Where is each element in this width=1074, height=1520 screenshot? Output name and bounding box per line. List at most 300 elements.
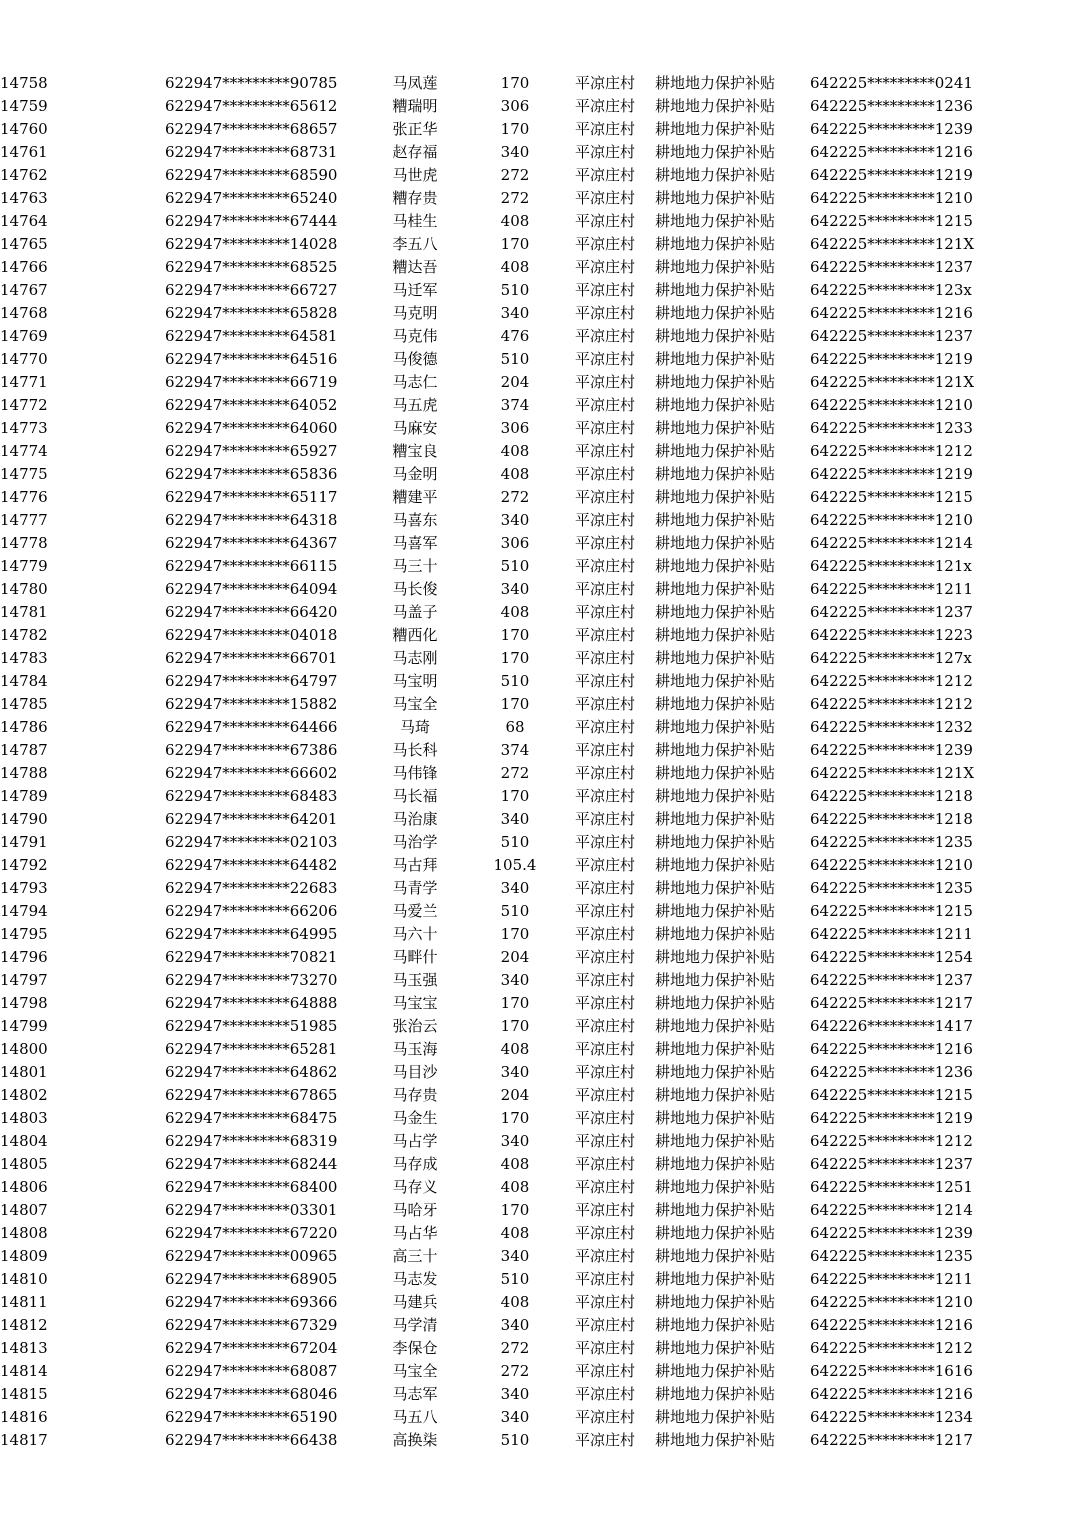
table-row <box>0 1314 990 1337</box>
subsidy-type: 耕地地力保护补贴 <box>655 120 776 138</box>
card-number: 622947*********68244 <box>165 1155 338 1173</box>
card-number: 622947*********73270 <box>165 971 338 989</box>
subsidy-type: 耕地地力保护补贴 <box>655 1247 776 1265</box>
person-name: 马志刚 <box>392 649 438 667</box>
village-name: 平凉庄村 <box>575 327 636 345</box>
subsidy-amount: 408 <box>500 442 530 460</box>
card-number: 622947*********66206 <box>165 902 338 920</box>
card-number: 622947*********66701 <box>165 649 338 667</box>
row-number: 14790 <box>0 810 48 828</box>
person-name: 马宝明 <box>392 672 438 690</box>
table-row <box>0 1268 990 1291</box>
subsidy-amount: 510 <box>500 350 530 368</box>
village-name: 平凉庄村 <box>575 971 636 989</box>
table-row <box>0 900 990 923</box>
subsidy-type: 耕地地力保护补贴 <box>655 1201 776 1219</box>
card-number: 622947*********68087 <box>165 1362 338 1380</box>
person-name: 马存义 <box>392 1178 438 1196</box>
person-name: 马占华 <box>392 1224 438 1242</box>
person-name: 高三十 <box>392 1247 438 1265</box>
card-number: 622947*********68319 <box>165 1132 338 1150</box>
card-number: 622947*********22683 <box>165 879 338 897</box>
row-number: 14761 <box>0 143 48 161</box>
table-row <box>0 808 990 831</box>
card-number: 622947*********65281 <box>165 1040 338 1058</box>
id-number: 642225*********1237 <box>810 603 973 621</box>
id-number: 642225*********1219 <box>810 465 973 483</box>
subsidy-amount: 340 <box>500 511 530 529</box>
village-name: 平凉庄村 <box>575 166 636 184</box>
table-row <box>0 233 990 256</box>
card-number: 622947*********68525 <box>165 258 338 276</box>
subsidy-type: 耕地地力保护补贴 <box>655 465 776 483</box>
card-number: 622947*********64367 <box>165 534 338 552</box>
row-number: 14803 <box>0 1109 48 1127</box>
person-name: 马金明 <box>392 465 438 483</box>
row-number: 14768 <box>0 304 48 322</box>
table-row <box>0 164 990 187</box>
subsidy-type: 耕地地力保护补贴 <box>655 672 776 690</box>
subsidy-amount: 510 <box>500 833 530 851</box>
row-number: 14810 <box>0 1270 48 1288</box>
table-row <box>0 854 990 877</box>
subsidy-amount: 170 <box>500 120 530 138</box>
id-number: 642225*********1239 <box>810 741 973 759</box>
village-name: 平凉庄村 <box>575 1178 636 1196</box>
person-name: 马学清 <box>392 1316 438 1334</box>
table-row <box>0 348 990 371</box>
subsidy-amount: 170 <box>500 695 530 713</box>
id-number: 642225*********1216 <box>810 304 973 322</box>
person-name: 李五八 <box>392 235 438 253</box>
card-number: 622947*********03301 <box>165 1201 338 1219</box>
subsidy-amount: 408 <box>500 465 530 483</box>
table-row <box>0 1222 990 1245</box>
row-number: 14776 <box>0 488 48 506</box>
subsidy-type: 耕地地力保护补贴 <box>655 787 776 805</box>
table-row <box>0 210 990 233</box>
id-number: 642225*********1216 <box>810 1040 973 1058</box>
village-name: 平凉庄村 <box>575 1017 636 1035</box>
subsidy-amount: 272 <box>500 1362 530 1380</box>
subsidy-type: 耕地地力保护补贴 <box>655 1224 776 1242</box>
row-number: 14809 <box>0 1247 48 1265</box>
village-name: 平凉庄村 <box>575 856 636 874</box>
row-number: 14771 <box>0 373 48 391</box>
village-name: 平凉庄村 <box>575 580 636 598</box>
id-number: 642225*********1216 <box>810 1385 973 1403</box>
village-name: 平凉庄村 <box>575 1063 636 1081</box>
id-number: 642225*********1210 <box>810 511 973 529</box>
subsidy-amount: 170 <box>500 74 530 92</box>
card-number: 622947*********67444 <box>165 212 338 230</box>
id-number: 642225*********0241 <box>810 74 973 92</box>
person-name: 马长科 <box>392 741 438 759</box>
id-number: 642225*********1214 <box>810 1201 973 1219</box>
id-number: 642225*********1616 <box>810 1362 973 1380</box>
village-name: 平凉庄村 <box>575 1408 636 1426</box>
person-name: 马治学 <box>392 833 438 851</box>
table-row <box>0 1199 990 1222</box>
table-row <box>0 992 990 1015</box>
village-name: 平凉庄村 <box>575 833 636 851</box>
row-number: 14792 <box>0 856 48 874</box>
subsidy-amount: 476 <box>500 327 530 345</box>
person-name: 马畔什 <box>392 948 438 966</box>
subsidy-amount: 408 <box>500 1155 530 1173</box>
subsidy-type: 耕地地力保护补贴 <box>655 649 776 667</box>
subsidy-type: 耕地地力保护补贴 <box>655 534 776 552</box>
village-name: 平凉庄村 <box>575 350 636 368</box>
subsidy-amount: 272 <box>500 189 530 207</box>
id-number: 642225*********1212 <box>810 1132 973 1150</box>
id-number: 642225*********1219 <box>810 166 973 184</box>
village-name: 平凉庄村 <box>575 1040 636 1058</box>
card-number: 622947*********66719 <box>165 373 338 391</box>
subsidy-type: 耕地地力保护补贴 <box>655 856 776 874</box>
table-row <box>0 877 990 900</box>
village-name: 平凉庄村 <box>575 1109 636 1127</box>
village-name: 平凉庄村 <box>575 120 636 138</box>
card-number: 622947*********02103 <box>165 833 338 851</box>
id-number: 642225*********121X <box>810 235 975 253</box>
id-number: 642225*********121X <box>810 764 975 782</box>
id-number: 642225*********1237 <box>810 1155 973 1173</box>
subsidy-type: 耕地地力保护补贴 <box>655 1063 776 1081</box>
table-row <box>0 72 990 95</box>
person-name: 马麻安 <box>392 419 438 437</box>
subsidy-type: 耕地地力保护补贴 <box>655 97 776 115</box>
village-name: 平凉庄村 <box>575 764 636 782</box>
subsidy-amount: 408 <box>500 1293 530 1311</box>
village-name: 平凉庄村 <box>575 557 636 575</box>
card-number: 622947*********67220 <box>165 1224 338 1242</box>
person-name: 马六十 <box>392 925 438 943</box>
subsidy-type: 耕地地力保护补贴 <box>655 327 776 345</box>
person-name: 马长福 <box>392 787 438 805</box>
card-number: 622947*********64482 <box>165 856 338 874</box>
table-row <box>0 555 990 578</box>
person-name: 马长俊 <box>392 580 438 598</box>
person-name: 马三十 <box>392 557 438 575</box>
card-number: 622947*********65117 <box>165 488 338 506</box>
table-row <box>0 785 990 808</box>
card-number: 622947*********65927 <box>165 442 338 460</box>
card-number: 622947*********66420 <box>165 603 338 621</box>
subsidy-amount: 374 <box>500 741 530 759</box>
card-number: 622947*********64862 <box>165 1063 338 1081</box>
village-name: 平凉庄村 <box>575 465 636 483</box>
table-row <box>0 1360 990 1383</box>
row-number: 14784 <box>0 672 48 690</box>
person-name: 马迁军 <box>392 281 438 299</box>
subsidy-amount: 170 <box>500 626 530 644</box>
village-name: 平凉庄村 <box>575 718 636 736</box>
subsidy-amount: 340 <box>500 1385 530 1403</box>
id-number: 642225*********1211 <box>810 925 973 943</box>
row-number: 14762 <box>0 166 48 184</box>
subsidy-type: 耕地地力保护补贴 <box>655 925 776 943</box>
table-row <box>0 831 990 854</box>
subsidy-amount: 340 <box>500 1063 530 1081</box>
subsidy-amount: 170 <box>500 925 530 943</box>
subsidy-amount: 408 <box>500 212 530 230</box>
table-row <box>0 1038 990 1061</box>
table-row <box>0 1383 990 1406</box>
village-name: 平凉庄村 <box>575 373 636 391</box>
person-name: 马哈牙 <box>392 1201 438 1219</box>
row-number: 14774 <box>0 442 48 460</box>
subsidy-type: 耕地地力保护补贴 <box>655 396 776 414</box>
subsidy-type: 耕地地力保护补贴 <box>655 1178 776 1196</box>
row-number: 14782 <box>0 626 48 644</box>
row-number: 14802 <box>0 1086 48 1104</box>
row-number: 14765 <box>0 235 48 253</box>
card-number: 622947*********64201 <box>165 810 338 828</box>
subsidy-type: 耕地地力保护补贴 <box>655 235 776 253</box>
id-number: 642225*********1210 <box>810 1293 973 1311</box>
card-number: 622947*********65612 <box>165 97 338 115</box>
village-name: 平凉庄村 <box>575 1431 636 1449</box>
subsidy-amount: 408 <box>500 1224 530 1242</box>
table-row <box>0 463 990 486</box>
id-number: 642225*********1210 <box>810 189 973 207</box>
row-number: 14779 <box>0 557 48 575</box>
id-number: 642225*********1235 <box>810 879 973 897</box>
row-number: 14764 <box>0 212 48 230</box>
subsidy-type: 耕地地力保护补贴 <box>655 994 776 1012</box>
person-name: 马喜军 <box>392 534 438 552</box>
subsidy-amount: 170 <box>500 994 530 1012</box>
village-name: 平凉庄村 <box>575 97 636 115</box>
person-name: 糟西化 <box>392 626 438 644</box>
card-number: 622947*********00965 <box>165 1247 338 1265</box>
village-name: 平凉庄村 <box>575 143 636 161</box>
person-name: 糟达吾 <box>392 258 438 276</box>
village-name: 平凉庄村 <box>575 925 636 943</box>
person-name: 马存成 <box>392 1155 438 1173</box>
table-row <box>0 578 990 601</box>
subsidy-type: 耕地地力保护补贴 <box>655 511 776 529</box>
village-name: 平凉庄村 <box>575 212 636 230</box>
subsidy-type: 耕地地力保护补贴 <box>655 879 776 897</box>
subsidy-amount: 272 <box>500 166 530 184</box>
subsidy-amount: 340 <box>500 810 530 828</box>
person-name: 赵存福 <box>392 143 438 161</box>
id-number: 642225*********1232 <box>810 718 973 736</box>
row-number: 14807 <box>0 1201 48 1219</box>
row-number: 14815 <box>0 1385 48 1403</box>
village-name: 平凉庄村 <box>575 948 636 966</box>
records-table <box>0 72 990 1452</box>
row-number: 14817 <box>0 1431 48 1449</box>
person-name: 马玉强 <box>392 971 438 989</box>
card-number: 622947*********66438 <box>165 1431 338 1449</box>
village-name: 平凉庄村 <box>575 810 636 828</box>
subsidy-type: 耕地地力保护补贴 <box>655 810 776 828</box>
subsidy-amount: 340 <box>500 879 530 897</box>
person-name: 马金生 <box>392 1109 438 1127</box>
row-number: 14797 <box>0 971 48 989</box>
id-number: 642225*********1211 <box>810 1270 973 1288</box>
person-name: 马宝全 <box>392 1362 438 1380</box>
subsidy-amount: 510 <box>500 1431 530 1449</box>
subsidy-type: 耕地地力保护补贴 <box>655 1132 776 1150</box>
table-row <box>0 486 990 509</box>
person-name: 马俊德 <box>392 350 438 368</box>
subsidy-amount: 170 <box>500 1109 530 1127</box>
card-number: 622947*********68475 <box>165 1109 338 1127</box>
subsidy-type: 耕地地力保护补贴 <box>655 833 776 851</box>
row-number: 14816 <box>0 1408 48 1426</box>
village-name: 平凉庄村 <box>575 258 636 276</box>
table-row <box>0 670 990 693</box>
subsidy-amount: 306 <box>500 419 530 437</box>
subsidy-amount: 340 <box>500 1132 530 1150</box>
subsidy-type: 耕地地力保护补贴 <box>655 373 776 391</box>
subsidy-type: 耕地地力保护补贴 <box>655 304 776 322</box>
table-row <box>0 693 990 716</box>
table-row <box>0 601 990 624</box>
village-name: 平凉庄村 <box>575 1362 636 1380</box>
subsidy-amount: 68 <box>505 718 525 736</box>
table-row <box>0 95 990 118</box>
id-number: 642225*********1215 <box>810 1086 973 1104</box>
card-number: 622947*********68483 <box>165 787 338 805</box>
row-number: 14789 <box>0 787 48 805</box>
card-number: 622947*********51985 <box>165 1017 338 1035</box>
id-number: 642225*********1215 <box>810 212 973 230</box>
person-name: 马志仁 <box>392 373 438 391</box>
card-number: 622947*********64581 <box>165 327 338 345</box>
village-name: 平凉庄村 <box>575 902 636 920</box>
card-number: 622947*********64466 <box>165 718 338 736</box>
row-number: 14769 <box>0 327 48 345</box>
id-number: 642225*********1210 <box>810 856 973 874</box>
subsidy-type: 耕地地力保护补贴 <box>655 902 776 920</box>
row-number: 14798 <box>0 994 48 1012</box>
id-number: 642225*********1236 <box>810 1063 973 1081</box>
row-number: 14805 <box>0 1155 48 1173</box>
row-number: 14806 <box>0 1178 48 1196</box>
row-number: 14778 <box>0 534 48 552</box>
row-number: 14759 <box>0 97 48 115</box>
row-number: 14775 <box>0 465 48 483</box>
village-name: 平凉庄村 <box>575 442 636 460</box>
id-number: 642225*********1223 <box>810 626 973 644</box>
person-name: 马克伟 <box>392 327 438 345</box>
person-name: 马伟锋 <box>392 764 438 782</box>
village-name: 平凉庄村 <box>575 1270 636 1288</box>
row-number: 14813 <box>0 1339 48 1357</box>
subsidy-amount: 204 <box>500 948 530 966</box>
card-number: 622947*********65828 <box>165 304 338 322</box>
table-row <box>0 532 990 555</box>
village-name: 平凉庄村 <box>575 235 636 253</box>
row-number: 14760 <box>0 120 48 138</box>
table-row <box>0 118 990 141</box>
person-name: 糟建平 <box>392 488 438 506</box>
card-number: 622947*********68400 <box>165 1178 338 1196</box>
card-number: 622947*********68731 <box>165 143 338 161</box>
table-row <box>0 923 990 946</box>
row-number: 14801 <box>0 1063 48 1081</box>
card-number: 622947*********66602 <box>165 764 338 782</box>
subsidy-amount: 408 <box>500 1040 530 1058</box>
village-name: 平凉庄村 <box>575 879 636 897</box>
table-row <box>0 509 990 532</box>
row-number: 14791 <box>0 833 48 851</box>
subsidy-type: 耕地地力保护补贴 <box>655 1155 776 1173</box>
subsidy-amount: 204 <box>500 1086 530 1104</box>
row-number: 14773 <box>0 419 48 437</box>
card-number: 622947*********65190 <box>165 1408 338 1426</box>
subsidy-type: 耕地地力保护补贴 <box>655 695 776 713</box>
row-number: 14794 <box>0 902 48 920</box>
village-name: 平凉庄村 <box>575 1339 636 1357</box>
table-row <box>0 1176 990 1199</box>
subsidy-type: 耕地地力保护补贴 <box>655 764 776 782</box>
subsidy-amount: 340 <box>500 304 530 322</box>
person-name: 马志军 <box>392 1385 438 1403</box>
subsidy-type: 耕地地力保护补贴 <box>655 1270 776 1288</box>
village-name: 平凉庄村 <box>575 672 636 690</box>
table-row <box>0 187 990 210</box>
id-number: 642225*********1212 <box>810 442 973 460</box>
id-number: 642225*********1215 <box>810 902 973 920</box>
row-number: 14796 <box>0 948 48 966</box>
person-name: 马桂生 <box>392 212 438 230</box>
subsidy-type: 耕地地力保护补贴 <box>655 419 776 437</box>
village-name: 平凉庄村 <box>575 1201 636 1219</box>
subsidy-amount: 272 <box>500 488 530 506</box>
subsidy-amount: 170 <box>500 787 530 805</box>
subsidy-amount: 340 <box>500 971 530 989</box>
table-row <box>0 762 990 785</box>
id-number: 642225*********1216 <box>810 143 973 161</box>
table-row <box>0 739 990 762</box>
card-number: 622947*********67865 <box>165 1086 338 1104</box>
subsidy-type: 耕地地力保护补贴 <box>655 971 776 989</box>
subsidy-type: 耕地地力保护补贴 <box>655 442 776 460</box>
row-number: 14811 <box>0 1293 48 1311</box>
subsidy-amount: 408 <box>500 258 530 276</box>
card-number: 622947*********64797 <box>165 672 338 690</box>
village-name: 平凉庄村 <box>575 419 636 437</box>
card-number: 622947*********64995 <box>165 925 338 943</box>
person-name: 马喜东 <box>392 511 438 529</box>
person-name: 马青学 <box>392 879 438 897</box>
id-number: 642225*********1237 <box>810 971 973 989</box>
records-body <box>0 72 990 1452</box>
subsidy-amount: 204 <box>500 373 530 391</box>
card-number: 622947*********67204 <box>165 1339 338 1357</box>
village-name: 平凉庄村 <box>575 396 636 414</box>
subsidy-amount: 306 <box>500 97 530 115</box>
id-number: 642225*********1217 <box>810 994 973 1012</box>
id-number: 642225*********1210 <box>810 396 973 414</box>
row-number: 14808 <box>0 1224 48 1242</box>
id-number: 642225*********1211 <box>810 580 973 598</box>
table-row <box>0 371 990 394</box>
id-number: 642225*********1237 <box>810 327 973 345</box>
id-number: 642225*********1254 <box>810 948 973 966</box>
table-row <box>0 1245 990 1268</box>
person-name: 马治康 <box>392 810 438 828</box>
subsidy-amount: 340 <box>500 1247 530 1265</box>
row-number: 14804 <box>0 1132 48 1150</box>
subsidy-type: 耕地地力保护补贴 <box>655 1293 776 1311</box>
